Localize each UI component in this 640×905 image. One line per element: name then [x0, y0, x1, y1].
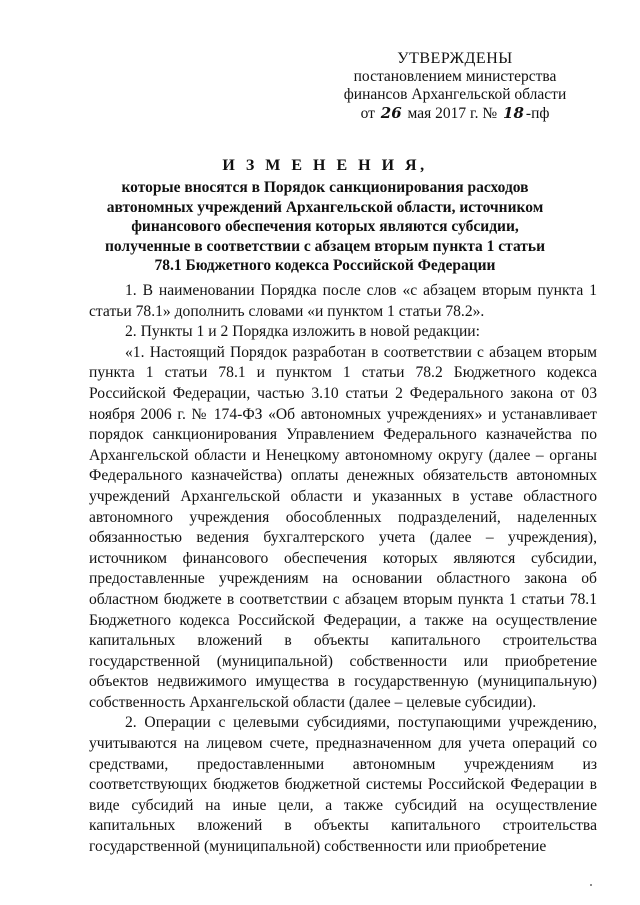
paragraph-3: «1. Настоящий Порядок разработан в соответствии с абзацем вторым пункта 1 статьи 78.1 и пунктом 1 статьи 78.2 Бюджетного кодекса Российской Федерации, частью 3.10 статьи 2 Федерального закона от 03 ноября 2006 г. № 174-ФЗ «Об автономных учреждениях» и устанавливает порядок санкционирования Управлением Федерального казначейства по Архангельской области и Ненецкому автономному округу (далее – органы Федерального казначейства) оплаты денежных обязательств автономных учреждений Архангельской области и указанных в уставе областного автономного учреждения обособленных подразделений, наделенных обязанностью ведения бухгалтерского учета (далее – учреждения), источником финансового обеспечения которых являются субсидии, предоставленные учреждениям на основании областного закона об областном бюджете в соответствии с абзацем вторым пункта 1 статьи 78.1 Бюджетного кодекса Российской Федерации, а также на осуществление капитальных вложений в объекты капитального строительства государственной (муниципальной) собственности или приобретение объектов недвижимого имущества в государственную (муниципальную) собственность Архангельской области (далее – целевые субсидии).: [89, 343, 597, 711]
paragraph-4: 2. Операции с целевыми субсидиями, поступающими учреждению, учитываются на лицевом счете, предназначенном для учета операций со средствами, предоставленными автономным учреждениям из соответствующих бюджетов бюджетной системы Российской Федерации в виде субсидий на иные цели, а также субсидий на осуществление капитальных вложений в объекты капитального строительства государственной (муниципальной) собственности или приобретение: [89, 714, 597, 856]
approval-date-day: 26: [380, 104, 402, 122]
document-body: [89, 281, 597, 858]
approval-stamp: [330, 50, 580, 123]
approval-date-month-year: мая 2017 г. №: [407, 105, 498, 122]
approval-authority: постановлением министерства: [353, 68, 557, 85]
approval-title: УТВЕРЖДЕНЫ: [397, 50, 513, 67]
paragraph-2: 2. Пункты 1 и 2 Порядка изложить в новой редакции:: [125, 323, 480, 341]
paragraph-1: 1. В наименовании Порядка после слов «с абзацем вторым пункта 1 статьи 78.1» дополнить словами «и пунктом 1 статьи 78.2».: [89, 282, 597, 320]
approval-doc-suffix: -пф: [525, 105, 550, 122]
approval-authority-region: финансов Архангельской области: [343, 86, 567, 103]
approval-doc-number: 18: [503, 104, 524, 122]
approval-date-prefix: от: [360, 105, 375, 122]
heading-title: И З М Е Н Е Н И Я,: [222, 157, 428, 174]
approval-date-line: [330, 104, 580, 123]
heading-subtitle: которые вносятся в Порядок санкционирования расходов автономных учреждений Архангельской области, источником финансового обеспечения которых являются субсидии, полученные в соответствии с абзацем вторым пункта 1 статьи 78.1 Бюджетного кодекса Российской Федерации: [104, 179, 546, 274]
scan-speck: [590, 884, 592, 886]
document-heading: [90, 156, 560, 276]
